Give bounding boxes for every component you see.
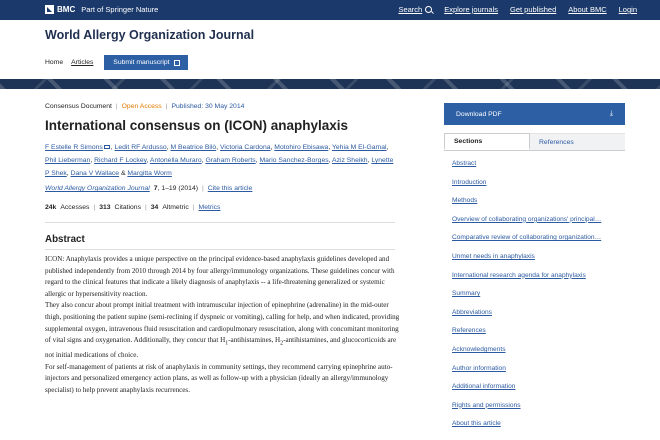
external-link-icon [174, 60, 180, 66]
author-link[interactable]: Aziz Sheikh [332, 157, 368, 164]
section-link[interactable]: Additional information [452, 383, 516, 391]
author-and: & [120, 170, 126, 177]
section-link[interactable]: Abstract [452, 160, 477, 167]
get-published-link[interactable]: Get published [509, 5, 557, 14]
author-link[interactable]: Motohiro Ebisawa [274, 144, 329, 151]
meta-divider: | [115, 103, 118, 110]
citations-count: 313 [99, 204, 111, 211]
metrics-link[interactable]: Metrics [198, 204, 221, 211]
mail-icon[interactable] [104, 145, 110, 150]
section-link[interactable]: Unmet needs in anaphylaxis [452, 252, 535, 260]
section-link[interactable]: International research agenda for anaphylaxis [452, 271, 586, 279]
citation-journal-link[interactable]: World Allergy Organization Journal [45, 185, 150, 192]
abstract-paragraph: ICON: Anaphylaxis provides a unique perspective on the principal evidence-based anaphylaxis guidelines developed and published independently from 2010 through 2014 by four allergy/immunology organizations. These guidelines concur with regard to the clinical features that indicate a likely diagnosis of anaphylaxis -- a life-threatening generalized or systemic allergic or hypersensitivity reaction. [45, 255, 395, 298]
published-date: Published: 30 May 2014 [171, 103, 245, 110]
section-link[interactable]: Summary [452, 290, 481, 298]
divider [45, 222, 395, 223]
section-link[interactable]: Rights and permissions [452, 401, 521, 409]
citation-line [45, 185, 252, 192]
section-link[interactable]: Overview of collaborating organizations' principal… [452, 215, 602, 223]
journal-title[interactable]: World Allergy Organization Journal [45, 28, 255, 42]
author-link[interactable]: Graham Roberts [205, 157, 256, 164]
journal-nav [45, 55, 188, 70]
author-list: F Estelle R Simons , Ledit RF Ardusso, M Beatrice Bilò, Victoria Cardona, Motohiro Ebisawa, Yehia M El-Gamal, Phil Lieberman, Richard F Lockey, Antonella Muraro, Graham Roberts, Mario Sanchez-Borges, Aziz Sheikh, Lynette P Shek, Dana V Wallace & Margitta Worm [45, 144, 394, 177]
author-link[interactable]: Yehia M El-Gamal [331, 144, 387, 151]
top-bar [0, 0, 660, 20]
decorative-banner [0, 79, 660, 89]
cite-this-article-link[interactable]: Cite this article [207, 185, 253, 192]
meta-divider: | [145, 204, 147, 211]
login-link[interactable]: Login [618, 5, 637, 14]
submit-manuscript-button[interactable] [104, 55, 188, 70]
author-link[interactable]: F Estelle R Simons [45, 144, 103, 151]
search-icon [425, 6, 432, 13]
search-label: Search [398, 5, 423, 14]
author-link[interactable]: Margitta Worm [127, 170, 172, 177]
divider [45, 249, 395, 250]
abstract-text [45, 254, 400, 397]
sidebar-tabs [444, 133, 625, 151]
top-links [398, 5, 637, 14]
bmc-brand[interactable] [45, 5, 158, 14]
citation-pages: , 1–19 (2014) [157, 185, 198, 192]
author-link[interactable]: Antonella Muraro [149, 157, 202, 164]
abstract-paragraph: They also concur about prompt initial treatment with intramuscular injection of epinephrine (adrenaline) in the mid-outer thigh, positioning the patient supine (semi-reclining if dyspneic or vomiting), calling for help, and when indicated, providing supplemental oxygen, intravenous fluid resuscitation and cardiopulmonary resuscitation, along with concomitant monitoring of vital signs and oxygenation. Additionally, they concur that $H_1$-antihistamines, $H_2$-antihistamines, and glucocorticoids are not initial medications of choice. [45, 301, 400, 360]
section-link[interactable]: Acknowledgments [452, 345, 506, 353]
article-meta [45, 103, 244, 110]
altmetric-count: 34 [150, 204, 159, 211]
section-link[interactable]: Comparative review of collaborating organization… [452, 234, 602, 242]
accesses-count: 24k [45, 204, 57, 211]
abstract-heading: Abstract [45, 234, 85, 245]
section-link[interactable]: Introduction [452, 178, 487, 186]
citations-label: Citations [114, 204, 141, 211]
abstract-paragraph: For self-management of patients at risk of anaphylaxis in community settings, they recommend carrying epinephrine auto-injectors and personalized emergency action plans, as well as follow-up with a physician (ideally an allergy/immunology specialist) to help prevent anaphylaxis recurrences. [45, 362, 393, 394]
download-pdf-button[interactable] [444, 103, 625, 125]
tab-references[interactable]: References [530, 133, 625, 150]
section-link[interactable]: References [452, 327, 486, 335]
section-link[interactable]: Methods [452, 197, 478, 205]
download-icon: ⤓ [609, 110, 613, 117]
altmetric-label: Altmetric [162, 204, 189, 211]
author-link[interactable]: Mario Sanchez-Borges [259, 157, 329, 164]
author-link[interactable]: M Beatrice Bilò [170, 144, 217, 151]
section-link[interactable]: About this article [452, 420, 501, 428]
nav-home-link[interactable]: Home [45, 59, 64, 66]
author-link[interactable]: Lynette P Shek [45, 157, 394, 177]
author-link[interactable]: Phil Lieberman [45, 157, 91, 164]
article-type: Consensus Document [45, 103, 112, 110]
search-link[interactable] [398, 5, 432, 14]
author-link[interactable]: Dana V Wallace [70, 170, 120, 177]
author-link[interactable]: Richard F Lockey [94, 157, 147, 164]
citation-volume: 7 [153, 185, 158, 192]
meta-divider: | [192, 204, 195, 211]
meta-divider: | [202, 185, 204, 192]
bmc-logo-text: BMC [57, 5, 76, 14]
section-link[interactable]: Author information [452, 364, 506, 372]
about-bmc-link[interactable]: About BMC [568, 5, 607, 14]
download-pdf-label: Download PDF [456, 110, 502, 118]
accesses-label: Accesses [60, 204, 90, 211]
author-link[interactable]: Ledit RF Ardusso [114, 144, 167, 151]
open-access-badge: Open Access [121, 103, 162, 110]
bmc-logo-icon [45, 5, 54, 14]
author-link[interactable]: Victoria Cardona [220, 144, 271, 151]
section-nav [452, 160, 627, 439]
submit-manuscript-label: Submit manuscript [113, 59, 170, 66]
meta-divider: | [93, 204, 96, 211]
metrics-bar [45, 204, 220, 211]
nav-articles-link[interactable]: Articles [71, 59, 94, 66]
springer-nature-label: Part of Springer Nature [81, 5, 159, 14]
explore-journals-link[interactable]: Explore journals [444, 5, 498, 14]
tab-sections[interactable]: Sections [444, 133, 530, 150]
meta-divider: | [165, 103, 168, 110]
section-link[interactable]: Abbreviations [452, 308, 492, 316]
article-title: International consensus on (ICON) anaphylaxis [45, 118, 349, 133]
